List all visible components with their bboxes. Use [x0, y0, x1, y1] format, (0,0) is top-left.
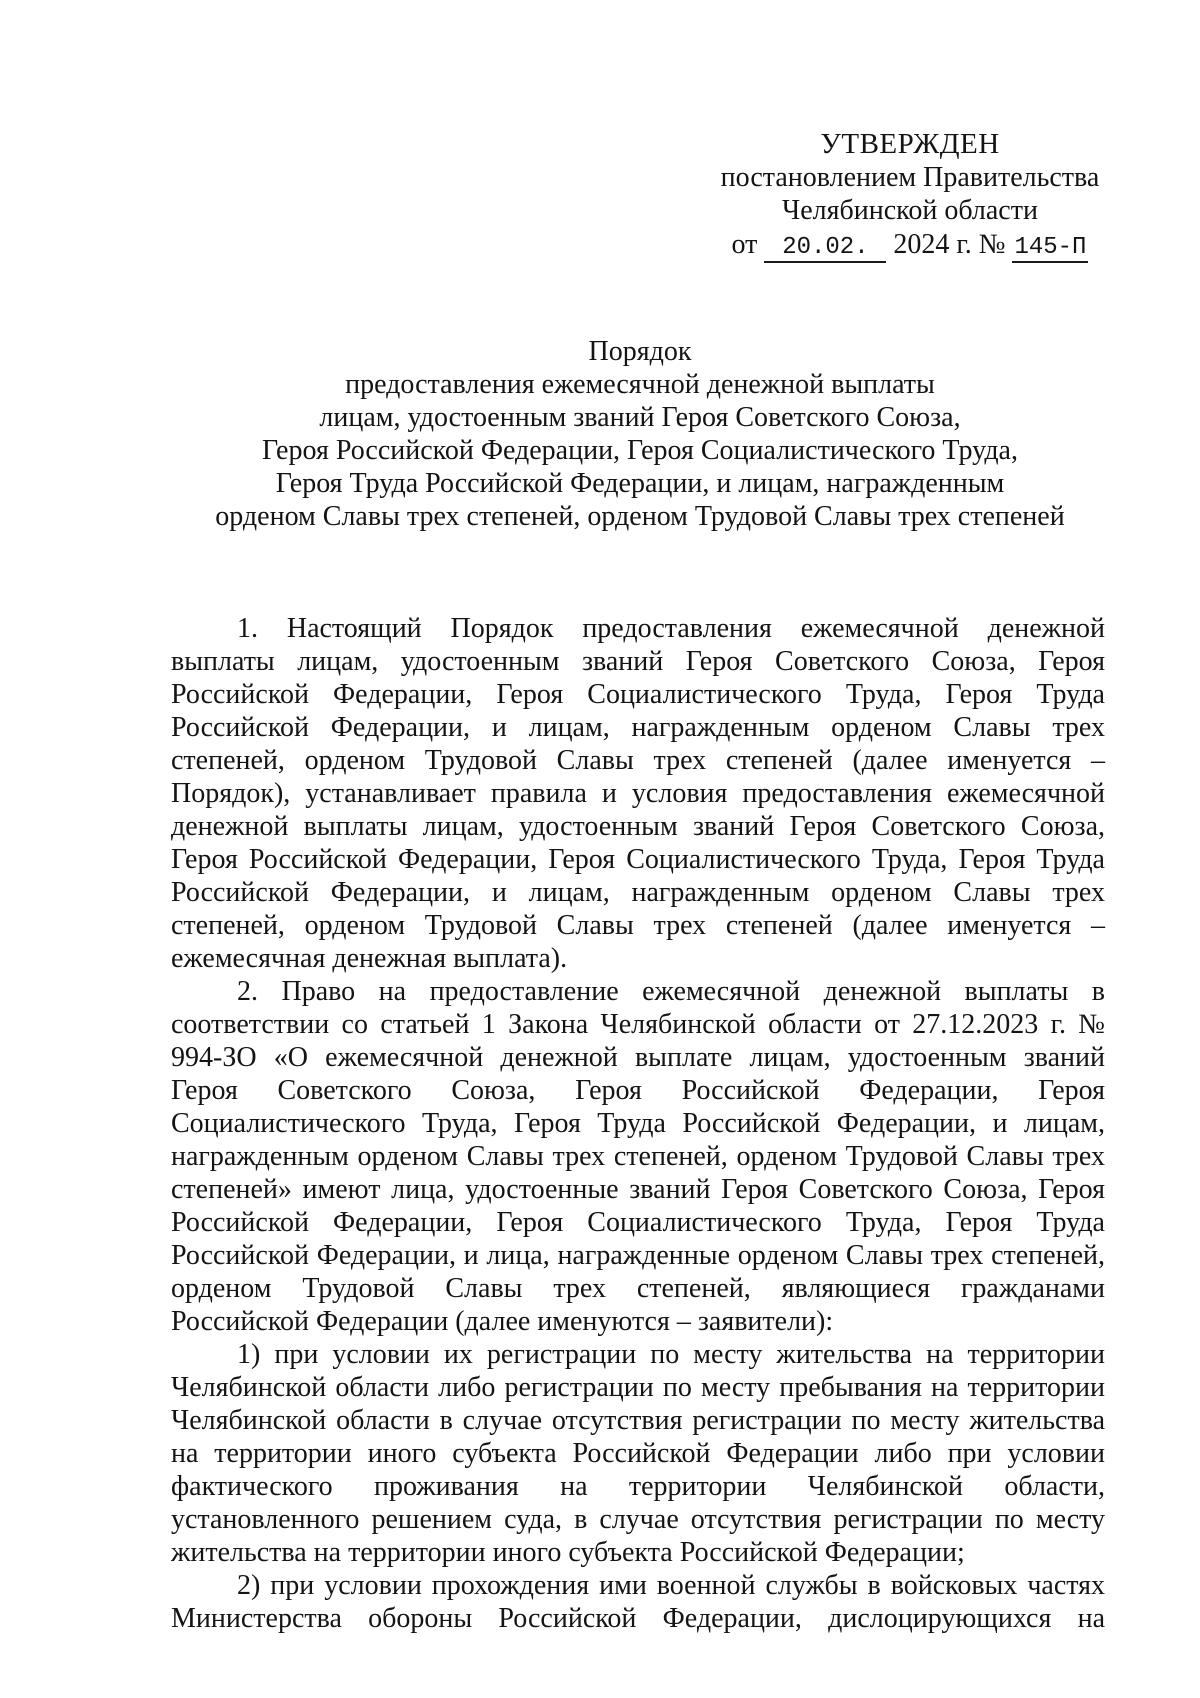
decree-number: 145-П	[1014, 234, 1087, 261]
date-prefix: от	[731, 229, 758, 260]
document-reference	[720, 228, 1100, 263]
decree-date: 20.02.	[764, 235, 886, 263]
paragraph-2: 2. Право на предоставление ежемесячной денежной выплаты в соответствии со статьей 1 Закона Челябинской области от 27.12.2023 г. № 994-ЗО «О ежемесячной денежной выплате лицам, удостоенным званий Героя Советского Союза, Героя Российской Федерации, Героя Социалистического Труда, Героя Труда Российской Федерации, и лицам, награжденным орденом Славы трех степеней, орденом Трудовой Славы трех степеней» имеют лица, удостоенные званий Героя Советского Союза, Героя Российской Федерации, Героя Социалистического Труда, Героя Труда Российской Федерации, и лица, награжденные орденом Славы трех степеней, орденом Трудовой Славы трех степеней, являющиеся гражданами Российской Федерации (далее именуются – заявители):	[171, 976, 1105, 1337]
document-body	[171, 612, 1105, 1635]
approved-by-line: постановлением Правительства	[720, 162, 1100, 193]
approval-stamp	[720, 127, 1100, 263]
title-line-5: Героя Труда Российской Федерации, и лицам, награжденным	[275, 468, 1005, 499]
decree-year: 2024 г. №	[893, 229, 1006, 260]
document-title	[175, 335, 1105, 533]
title-line-4: Героя Российской Федерации, Героя Социалистического Труда,	[262, 435, 1018, 466]
paragraph-1: 1. Настоящий Порядок предоставления ежемесячной денежной выплаты лицам, удостоенным званий Героя Советского Союза, Героя Российской Федерации, Героя Социалистического Труда, Героя Труда Российской Федерации, и лицам, награжденным орденом Славы трех степеней, орденом Трудовой Славы трех степеней (далее именуется – Порядок), устанавливает правила и условия предоставления ежемесячной денежной выплаты лицам, удостоенным званий Героя Советского Союза, Героя Российской Федерации, Героя Социалистического Труда, Героя Труда Российской Федерации, и лицам, награжденным орденом Славы трех степеней, орденом Трудовой Славы трех степеней (далее именуется – ежемесячная денежная выплата).	[171, 613, 1105, 974]
title-line-3: лицам, удостоенным званий Героя Советского Союза,	[319, 402, 961, 433]
title-line-2: предоставления ежемесячной денежной выплаты	[345, 369, 935, 400]
title-line-6: орденом Славы трех степеней, орденом Трудовой Славы трех степеней	[215, 501, 1065, 532]
subitem-1: 1) при условии их регистрации по месту жительства на территории Челябинской области либо регистрации по месту пребывания на территории Челябинской области в случае отсутствия регистрации по месту жительства на территории иного субъекта Российской Федерации либо при условии фактического проживания на территории Челябинской области, установленного решением суда, в случае отсутствия регистрации по месту жительства на территории иного субъекта Российской Федерации;	[171, 1339, 1105, 1568]
subitem-2: 2) при условии прохождения ими военной службы в войсковых частях Министерства обороны Российской Федерации, дислоцирующихся на	[171, 1570, 1105, 1634]
approved-heading: УТВЕРЖДЕН	[820, 128, 1000, 160]
title-line-1: Порядок	[588, 336, 692, 367]
approved-region-line: Челябинской области	[782, 195, 1038, 226]
